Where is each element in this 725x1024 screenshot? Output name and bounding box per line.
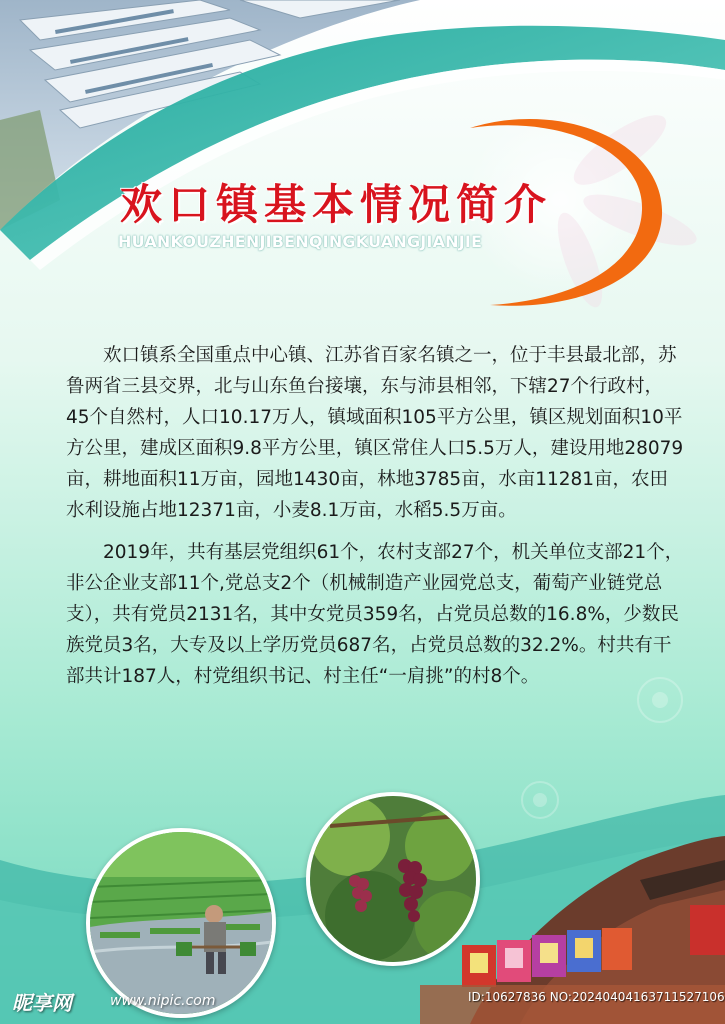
page-subtitle: HUANKOUZHENJIBENQINGKUANGJIANJIE: [118, 232, 483, 251]
rice-field-photo: [86, 828, 276, 1018]
paragraph-2: 2019年，共有基层党组织61个，农村支部27个，机关单位支部21个，非公企业支部11个,党总支2个（机械制造产业园党总支，葡萄产业链党总支），共有党员2131名，其中女党员359名，占党员总数的16.8%，少数民族党员3名，大专及以上学历党员687名，占党员总数的32.2%。村共有干部共计187人，村党组织书记、村主任“一肩挑”的村8个。: [66, 542, 684, 687]
paragraph-1: 欢口镇系全国重点中心镇、江苏省百家名镇之一，位于丰县最北部，苏鲁两省三县交界，北与山东鱼台接壤，东与沛县相邻，下辖27个行政村，45个自然村，人口10.17万人，镇域面积105平方公里，镇区规划面积10平方公里，建成区面积9.8平方公里，镇区常住人口5.5万人，建设用地28079亩，耕地面积11万亩，园地1430亩，林地3785亩，水亩11281亩，农田水利设施占地12371亩，小麦8.1万亩，水稻5.5万亩。: [66, 345, 684, 521]
page-title: 欢口镇基本情况简介: [120, 180, 553, 229]
grape-photo: [306, 792, 480, 966]
intro-text: [66, 340, 684, 692]
site-watermark: 昵享网: [12, 991, 72, 1015]
image-id-text: ID:10627836 NO:20240404163711527106: [468, 990, 725, 1004]
site-watermark-url: www.nipic.com: [110, 993, 216, 1009]
